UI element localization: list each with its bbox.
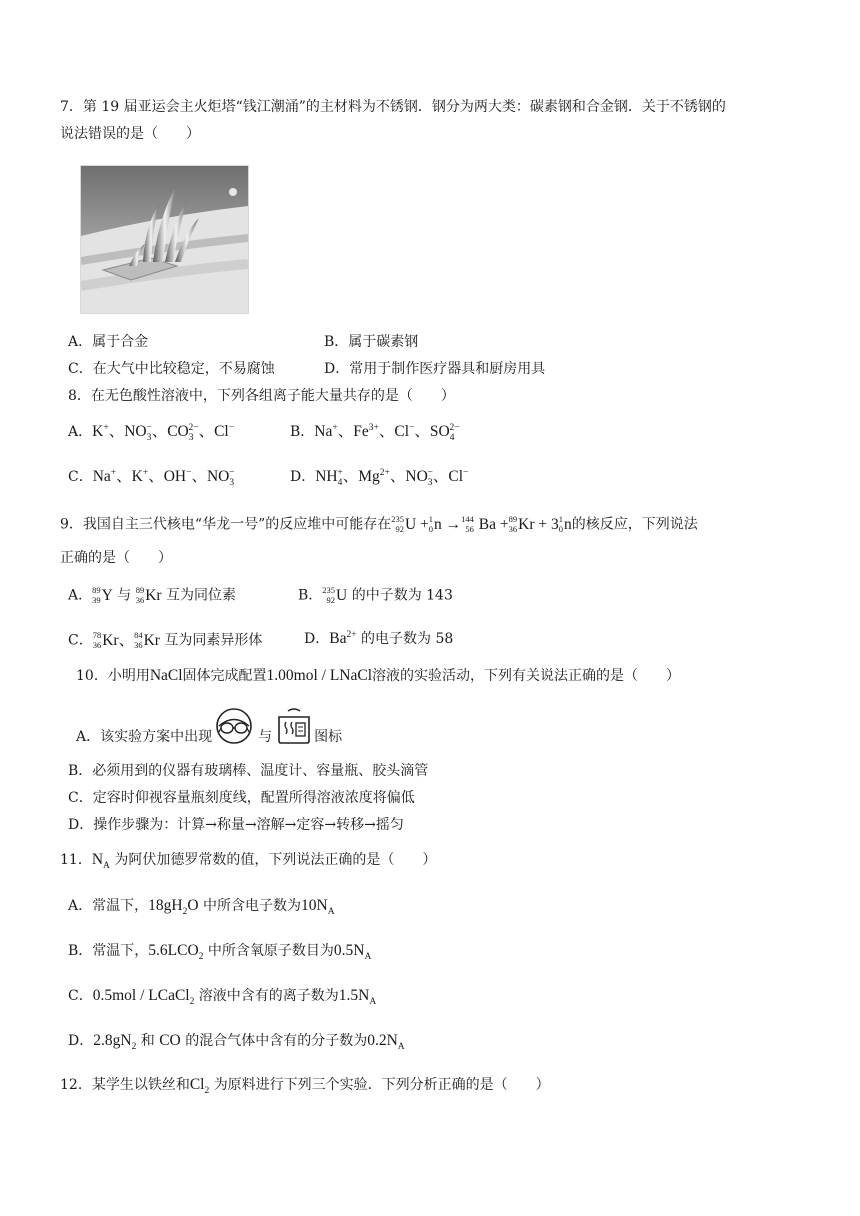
q10-option-d: D．操作步骤为：计算→称量→溶解→定容→转移→摇匀 bbox=[68, 817, 404, 833]
q10-option-a-text-post: 图标 bbox=[314, 729, 343, 745]
q11-option-b-text-mid: 中所含氧原子数目为 bbox=[207, 943, 334, 959]
q10-option-a bbox=[76, 705, 342, 749]
q8-option-d: D．$NH_4^+$、$Mg^{2+}$、$NO_3^-$、Cl− bbox=[290, 467, 469, 489]
q9-nuclear-equation: 235 92 U + 1 0 n → 144 56 Ba + 89 36 Kr + 3 1 0 n bbox=[391, 514, 572, 534]
q8-option-c: C．Na+、K+、OH−、$NO_3^-$ bbox=[68, 467, 235, 489]
q9-option-c: C． 78 36 Kr、 84 36 Kr 互为同素异形体 bbox=[68, 630, 263, 650]
q10-stem-text-b: 固体完成配置 bbox=[182, 668, 267, 684]
q9-option-a: A． 89 39 Y 与 89 36 Kr 互为同位素 bbox=[68, 585, 237, 605]
q9-stem-line1 bbox=[60, 515, 698, 535]
q9-option-d: D．$Ba^{2+}$ 的电子数为 58 bbox=[304, 629, 454, 647]
q11-option-b: B．常温下，$5.6LCO_2$ 中所含氧原子数目为$0.5N_A$ bbox=[68, 942, 372, 963]
q11-option-a: A．常温下，$18gH_2O$ 中所含电子数为$10N_A$ bbox=[68, 897, 335, 918]
q7-stem-line2: 说法错误的是（ ） bbox=[60, 126, 200, 142]
q9-option-b-text: 的中子数为 143 bbox=[351, 587, 453, 604]
q7-option-b: B．属于碳素钢 bbox=[324, 334, 419, 350]
q10-stem: 10．小明用NaCl固体完成配置1.00mol / LNaCl溶液的实验活动，下列有关说法正确的是（ ） bbox=[76, 667, 681, 684]
q11-option-a-text-mid: 中所含电子数为 bbox=[202, 898, 301, 914]
q10-stem-text-a: 10．小明用 bbox=[76, 668, 150, 684]
q11-option-b-text-pre: B．常温下， bbox=[68, 943, 149, 959]
q12-stem: 12．某学生以铁丝和$Cl_2$ 为原料进行下列三个实验．下列分析正确的是（ ） bbox=[60, 1076, 550, 1097]
q11-stem: 11．$N_A$ 为阿伏加德罗常数的值，下列说法正确的是（ ） bbox=[60, 851, 437, 872]
torch-tower-photo bbox=[80, 165, 249, 314]
q9-option-a-text: 互为同位素 bbox=[166, 587, 237, 604]
q8-stem: 8．在无色酸性溶液中，下列各组离子能大量共存的是（ ） bbox=[68, 388, 455, 404]
q11-option-d: D．$2.8gN_2$ 和 CO 的混合气体中含有的分子数为$0.2N_A$ bbox=[68, 1032, 405, 1053]
q10-option-b: B．必须用到的仪器有玻璃棒、温度计、容量瓶、胶头滴管 bbox=[68, 763, 429, 779]
q12-stem-text-a: 12．某学生以铁丝和 bbox=[60, 1077, 190, 1093]
q11-option-c-text-mid: 溶液中含有的离子数为 bbox=[198, 988, 339, 1004]
eye-protection-icon bbox=[214, 707, 254, 748]
q9-option-c-text: 互为同素异形体 bbox=[164, 632, 263, 649]
q10-option-a-text-mid: 与 bbox=[258, 729, 273, 745]
q11-stem-text: 为阿伏加德罗常数的值，下列说法正确的是（ ） bbox=[114, 852, 437, 868]
q7-option-c: C．在大气中比较稳定，不易腐蚀 bbox=[68, 361, 275, 377]
hot-surface-icon bbox=[276, 707, 312, 748]
q9-stem-text-a: 9．我国自主三代核电“华龙一号”的反应堆中可能存在 bbox=[60, 516, 392, 533]
q10-stem-text-c: 溶液的实验活动，下列有关说法正确的是（ ） bbox=[372, 668, 681, 684]
q7-option-a: A．属于合金 bbox=[68, 334, 149, 350]
q9-option-b: B． 235 92 U 的中子数为 143 bbox=[298, 585, 453, 605]
q9-stem-line2: 正确的是（ ） bbox=[60, 550, 172, 566]
q7-option-d: D．常用于制作医疗器具和厨房用具 bbox=[324, 361, 546, 377]
q9-option-d-text: 的电子数为 58 bbox=[361, 631, 454, 647]
q11-option-d-text-mid: 和 bbox=[140, 1033, 155, 1049]
q10-option-a-text-pre: A．该实验方案中出现 bbox=[76, 729, 213, 745]
q11-option-d-text-mid2: 的混合气体中含有的分子数为 bbox=[185, 1033, 368, 1049]
q8-option-b: B．Na+、$Fe^{3+}$、Cl−、$SO_4^{2-}$ bbox=[290, 422, 460, 444]
q11-option-a-text-pre: A．常温下， bbox=[68, 898, 149, 914]
q11-option-c: C．0.5mol / LCaCl$_2$ 溶液中含有的离子数为$1.5N_A$ bbox=[68, 987, 377, 1008]
q12-stem-text-b: 为原料进行下列三个实验．下列分析正确的是（ ） bbox=[213, 1077, 550, 1093]
q9-stem-text-b: 的核反应，下列说法 bbox=[571, 516, 698, 533]
q10-option-c: C．定容时仰视容量瓶刻度线，配置所得溶液浓度将偏低 bbox=[68, 790, 415, 806]
q8-option-a: A．K+、$NO_3^-$、$CO_3^{2-}$、Cl− bbox=[68, 422, 235, 444]
q7-stem-line1: 7．第 19 届亚运会主火炬塔“钱江潮涌”的主材料为不锈钢．钢分为两大类：碳素钢和合金钢．关于不锈钢的 bbox=[60, 99, 726, 115]
